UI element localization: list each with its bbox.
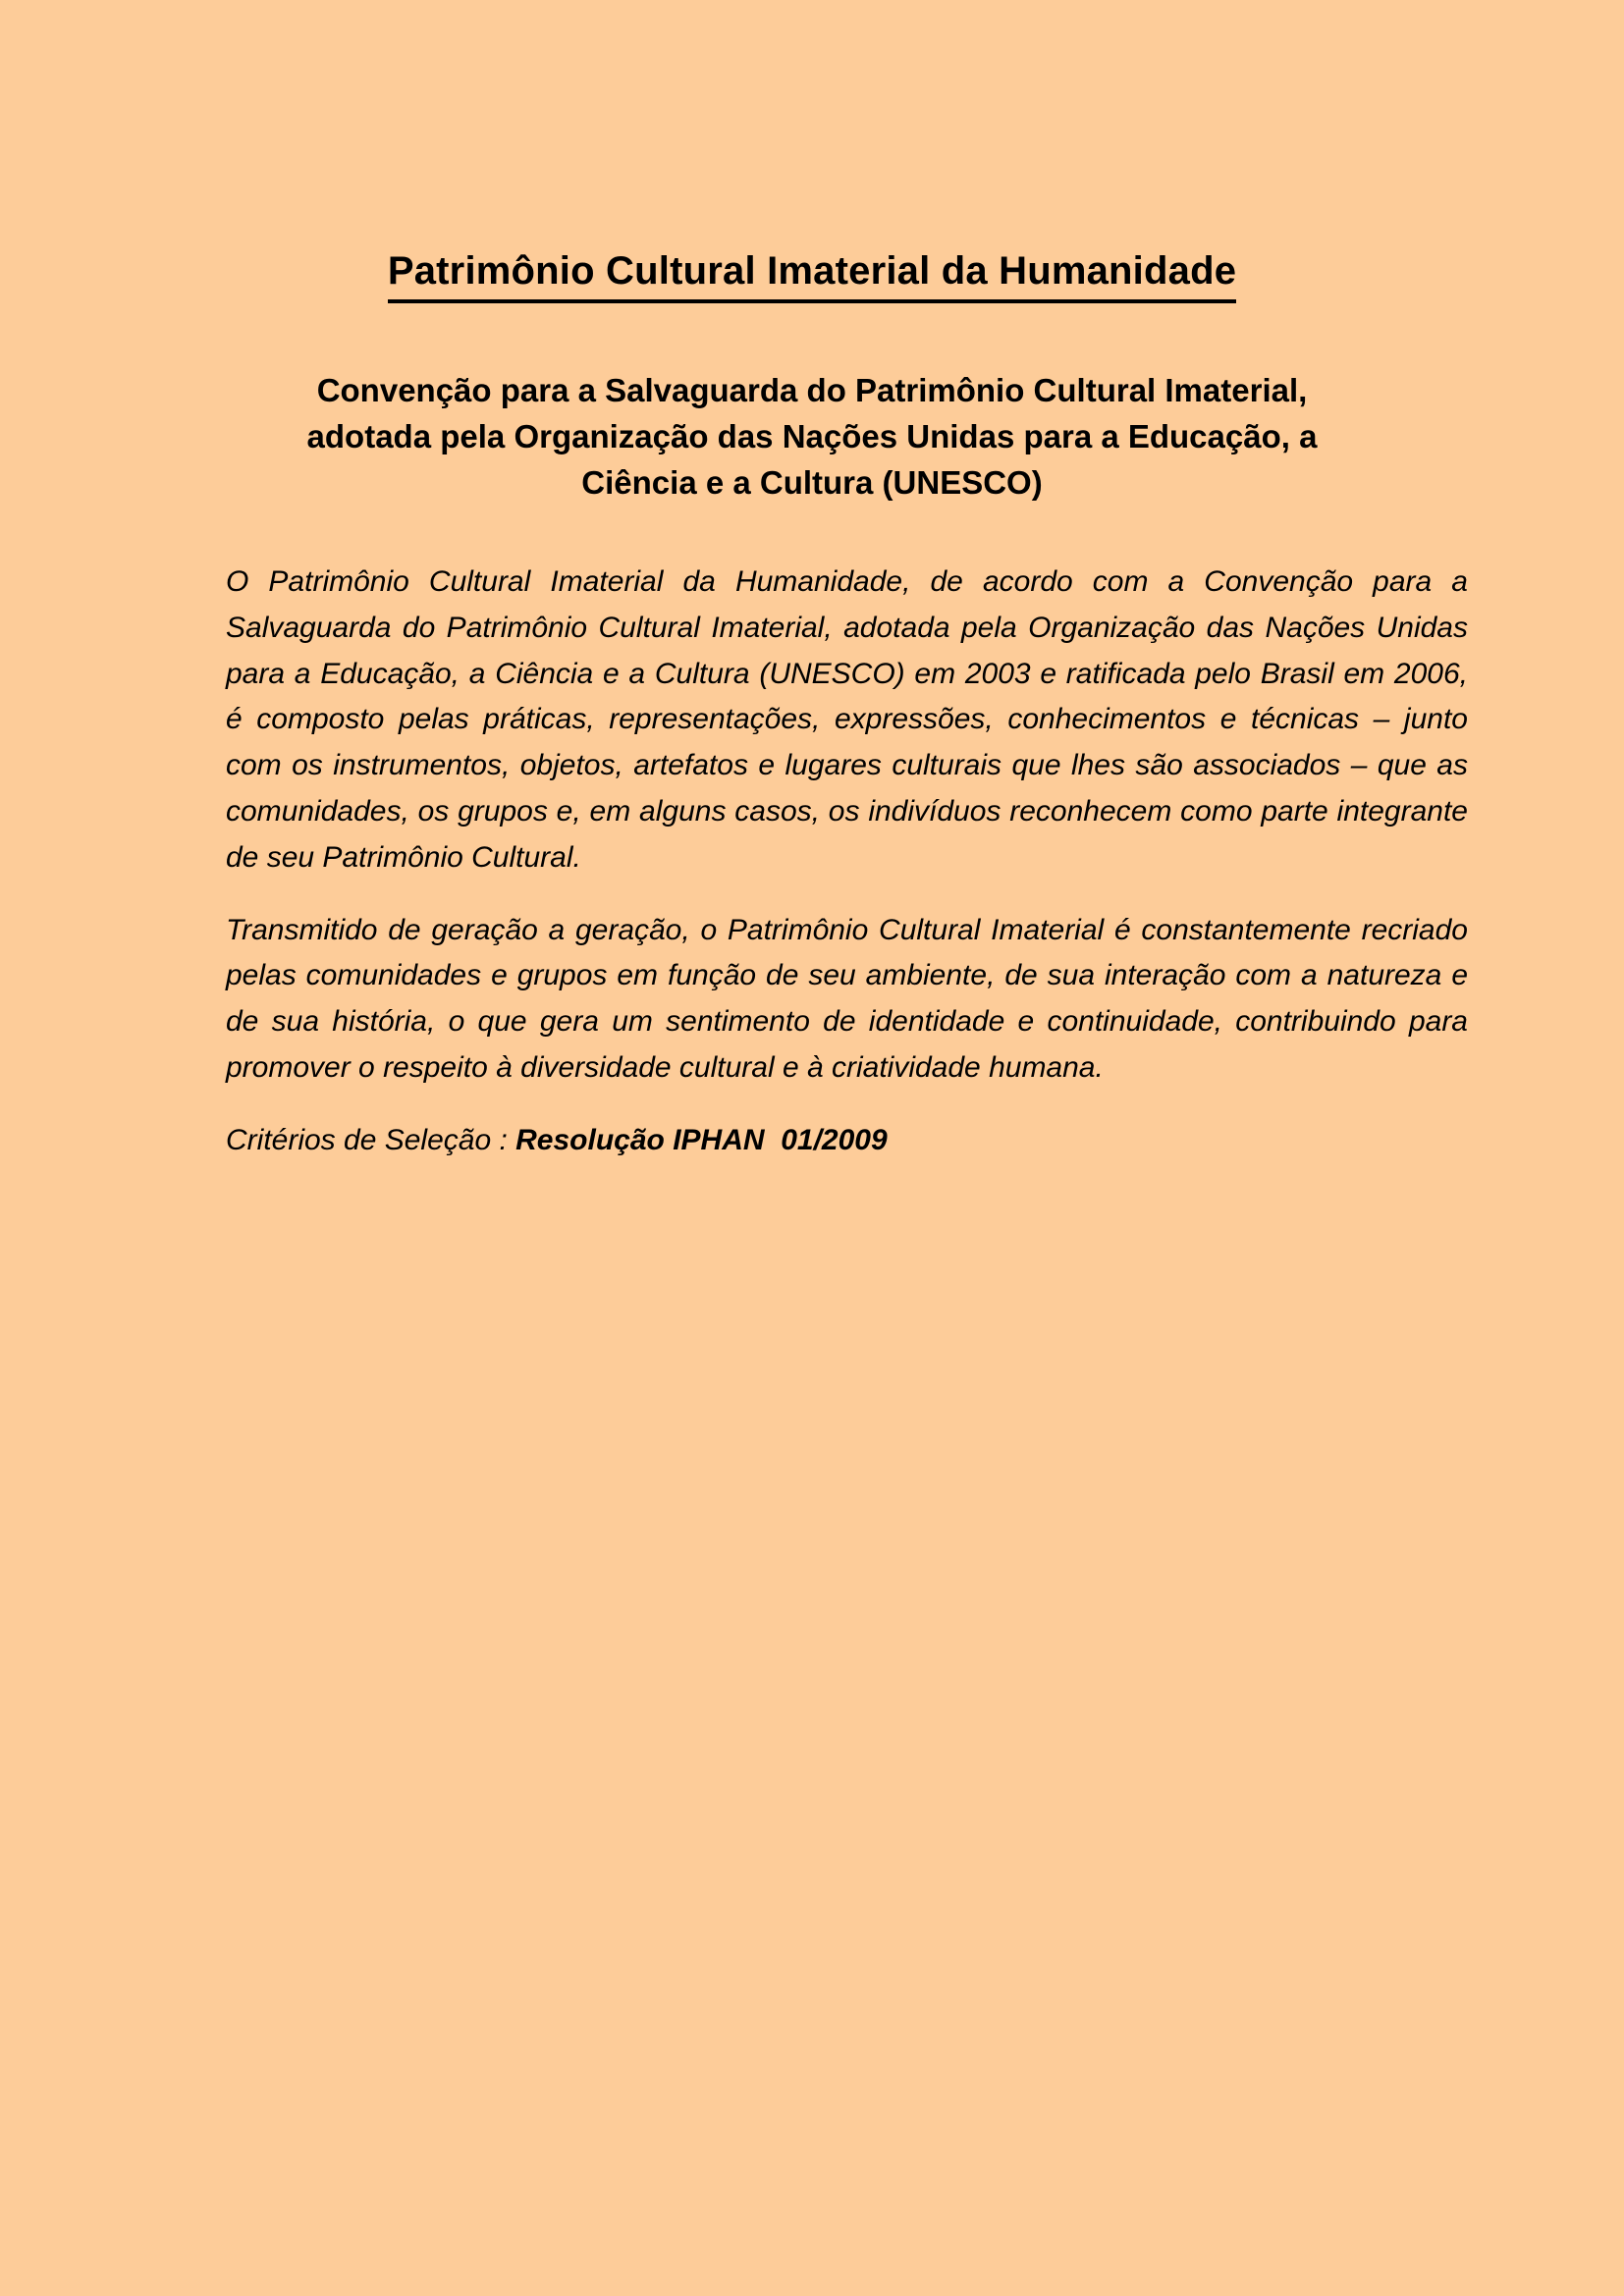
page-title-text: Patrimônio Cultural Imaterial da Humanidade — [388, 247, 1236, 303]
selection-criteria-label: Critérios de Seleção : — [226, 1123, 516, 1156]
subtitle-line-2: adotada pela Organização das Nações Unidas para a Educação, a — [306, 417, 1318, 454]
document-body — [226, 560, 1468, 1164]
document-subtitle — [223, 368, 1401, 507]
page-title — [0, 247, 1624, 303]
selection-criteria-value: Resolução IPHAN 01/2009 — [515, 1123, 888, 1156]
subtitle-line-1: Convenção para a Salvaguarda do Patrimônio Cultural Imaterial, — [316, 372, 1308, 408]
body-paragraph-1: O Patrimônio Cultural Imaterial da Humanidade, de acordo com a Convenção para a Salvaguarda do Patrimônio Cultural Imaterial, adotada pela Organização das Nações Unidas para a Educação, a Ciência e a Cultura (UNESCO) em 2003 e ratificada pelo Brasil em 2006, é composto pelas práticas, representações, expressões, conhecimentos e técnicas – junto com os instrumentos, objetos, artefatos e lugares culturais que lhes são associados – que as comunidades, os grupos e, em alguns casos, os indivíduos reconhecem como parte integrante de seu Patrimônio Cultural. — [226, 565, 1468, 874]
body-paragraph-2: Transmitido de geração a geração, o Patrimônio Cultural Imaterial é constantemente recriado pelas comunidades e grupos em função de seu ambiente, de sua interação com a natureza e de sua história, o que gera um sentimento de identidade e continuidade, contribuindo para promover o respeito à diversidade cultural e à criatividade humana. — [226, 913, 1468, 1084]
subtitle-line-3: Ciência e a Cultura (UNESCO) — [581, 463, 1043, 501]
selection-criteria-line — [226, 1118, 1468, 1164]
